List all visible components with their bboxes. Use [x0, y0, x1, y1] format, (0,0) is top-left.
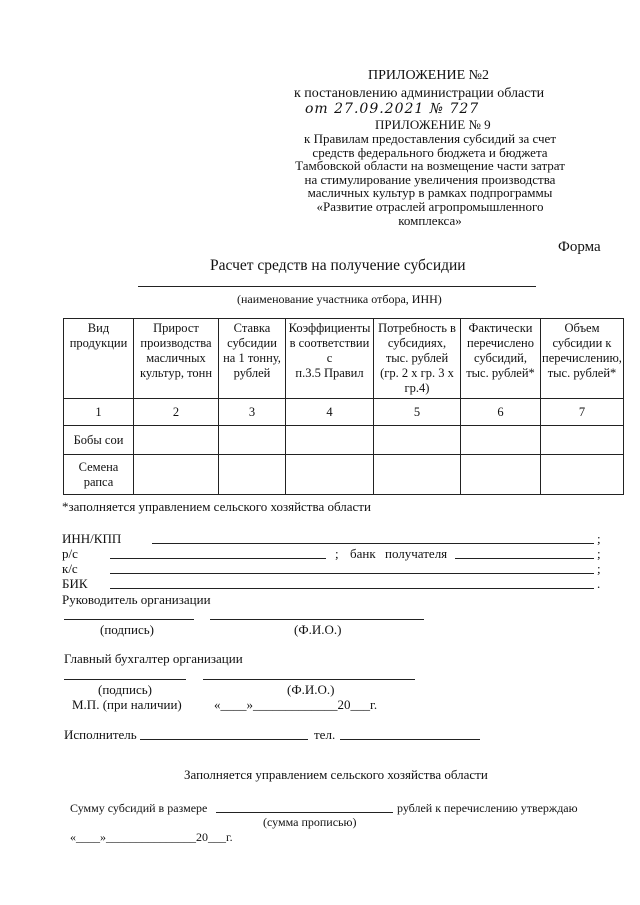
- table-cell[interactable]: [134, 426, 219, 455]
- bik-field[interactable]: [110, 588, 594, 589]
- accountant-sign-field[interactable]: [64, 679, 186, 680]
- head-sign-field[interactable]: [64, 619, 194, 620]
- fio-caption: (Ф.И.О.): [287, 682, 335, 697]
- head-title: Руководитель организации: [62, 592, 211, 607]
- table-cell[interactable]: [286, 455, 374, 495]
- date-field[interactable]: «____»_____________20___г.: [214, 697, 378, 712]
- table-row: [64, 455, 624, 495]
- ks-label: к/с: [62, 561, 78, 576]
- column-header: Коэффициенты в соответствии с п.3.5 Правил: [286, 319, 374, 399]
- column-header: Потребность в субсидиях, тыс. рублей (гр. 2 х гр. 3 х гр.4): [374, 319, 461, 399]
- ks-field[interactable]: [110, 573, 594, 574]
- column-header: Прирост производства масличных культур, тонн: [134, 319, 219, 399]
- bik-label: БИК: [62, 576, 88, 591]
- rules-line: «Развитие отраслей агропромышленного: [316, 198, 544, 214]
- column-number: 2: [134, 399, 219, 426]
- inn-kpp-field[interactable]: [152, 543, 594, 544]
- table-header-row: [64, 319, 624, 399]
- table-number-row: [64, 399, 624, 426]
- footnote: *заполняется управлением сельского хозяйства области: [62, 499, 371, 514]
- decree-line: к постановлению администрации области: [294, 86, 545, 101]
- column-header: Фактически перечислено субсидий, тыс. рублей*: [461, 319, 541, 399]
- inn-kpp-label: ИНН/КПП: [62, 531, 122, 546]
- table-cell[interactable]: [374, 455, 461, 495]
- phone-label: тел.: [314, 727, 336, 742]
- table-cell[interactable]: [374, 426, 461, 455]
- stamp-label: М.П. (при наличии): [72, 697, 182, 712]
- separator: ;: [335, 546, 339, 561]
- column-number: 3: [219, 399, 286, 426]
- column-number: 4: [286, 399, 374, 426]
- rules-line: масличных культур в рамках подпрограммы: [307, 185, 553, 201]
- accountant-fio-field[interactable]: [203, 679, 415, 680]
- column-header: Ставка субсидии на 1 тонну, рублей: [219, 319, 286, 399]
- appendix-title: ПРИЛОЖЕНИЕ №2: [368, 68, 489, 83]
- separator: ;: [597, 546, 601, 561]
- rs-label: р/с: [62, 546, 78, 561]
- rules-line: комплекса»: [398, 212, 462, 228]
- column-number: 1: [64, 399, 134, 426]
- recipient-label: получателя: [385, 546, 448, 561]
- table-cell[interactable]: [541, 426, 624, 455]
- column-number: 5: [374, 399, 461, 426]
- phone-field[interactable]: [340, 739, 480, 740]
- row-label: Семена рапса: [64, 455, 134, 495]
- row-label: Бобы сои: [64, 426, 134, 455]
- sign-caption: (подпись): [100, 622, 154, 637]
- executor-field[interactable]: [140, 739, 308, 740]
- amount-caption: (сумма прописью): [263, 815, 357, 829]
- table-row: [64, 426, 624, 455]
- approve-date-field[interactable]: «____»_______________20___г.: [70, 830, 233, 844]
- rules-line: средств федерального бюджета и бюджета: [312, 144, 548, 160]
- amount-suffix: рублей к перечислению утверждаю: [397, 801, 578, 815]
- table-cell[interactable]: [219, 455, 286, 495]
- sign-caption: (подпись): [98, 682, 152, 697]
- rules-line: на стимулирование увеличения производства: [304, 171, 556, 187]
- handwritten-date: от 27.09.2021 № 727: [305, 101, 480, 117]
- accountant-title: Главный бухгалтер организации: [64, 651, 243, 666]
- amount-field[interactable]: [216, 812, 393, 813]
- rules-line: к Правилам предоставления субсидий за счет: [304, 131, 556, 146]
- bank-field[interactable]: [455, 558, 594, 559]
- column-header: Вид продукции: [64, 319, 134, 399]
- page-title: Расчет средств на получение субсидии: [210, 257, 466, 274]
- separator: .: [597, 576, 601, 591]
- department-title: Заполняется управлением сельского хозяйства области: [184, 767, 488, 782]
- rs-field[interactable]: [110, 558, 326, 559]
- participant-caption: (наименование участника отбора, ИНН): [237, 292, 442, 306]
- table-cell[interactable]: [541, 455, 624, 495]
- form-label: Форма: [558, 239, 601, 255]
- rules-line: Тамбовской области на возмещение части затрат: [295, 158, 565, 174]
- column-number: 7: [541, 399, 624, 426]
- executor-label: Исполнитель: [64, 727, 137, 742]
- separator: ;: [597, 531, 601, 546]
- table-cell[interactable]: [461, 426, 541, 455]
- bank-label: банк: [350, 546, 376, 561]
- subsidy-table: [63, 318, 624, 495]
- head-fio-field[interactable]: [210, 619, 424, 620]
- table-cell[interactable]: [134, 455, 219, 495]
- column-header: Объем субсидии к перечислению, тыс. рублей*: [541, 319, 624, 399]
- appendix9-title: ПРИЛОЖЕНИЕ № 9: [375, 117, 491, 132]
- table-cell[interactable]: [286, 426, 374, 455]
- rules-text: [280, 132, 580, 227]
- table-cell[interactable]: [219, 426, 286, 455]
- separator: ;: [597, 561, 601, 576]
- column-number: 6: [461, 399, 541, 426]
- amount-label: Сумму субсидий в размере: [70, 801, 208, 815]
- participant-line: [138, 286, 536, 287]
- fio-caption: (Ф.И.О.): [294, 622, 342, 637]
- table-cell[interactable]: [461, 455, 541, 495]
